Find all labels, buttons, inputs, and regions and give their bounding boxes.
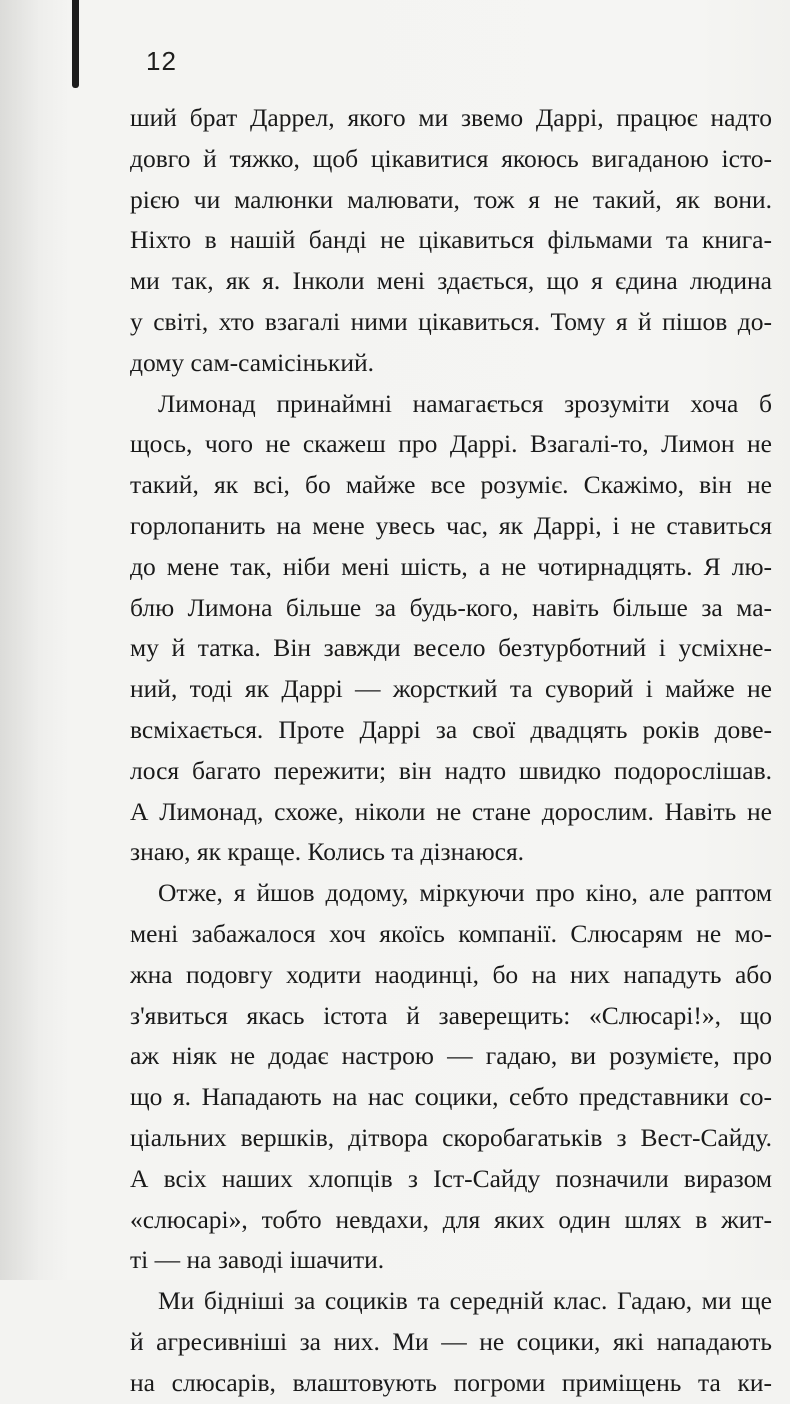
text-line: «слюсарі», тобто невдахи, для яких один шлях в жит-: [130, 1204, 772, 1234]
text-line: ціальних вершків, дітвора скоробагатьків з Вест-Сайду.: [130, 1122, 772, 1152]
body-text: [130, 98, 772, 1404]
text-line: ті — на заводі ішачити.: [130, 1245, 385, 1275]
text-line: й агресивніші за них. Ми — не социки, які нападають: [130, 1326, 772, 1356]
text-line: А всіх наших хлопців з Іст-Сайду позначили виразом: [130, 1163, 772, 1193]
text-line: Ніхто в нашій банді не цікавиться фільмами та книга-: [130, 225, 772, 255]
text-line: до мене так, ніби мені шість, а не чотирнадцять. Я лю-: [130, 551, 772, 581]
page-number: 12: [146, 46, 177, 76]
text-line: з'явиться якась істота й заверещить: «Слюсарі!», що: [130, 1000, 772, 1030]
text-line: ний, тоді як Даррі — жорсткий та суворий і майже не: [130, 674, 772, 704]
text-line: що я. Нападають на нас социки, себто представники со-: [130, 1082, 772, 1112]
text-line: всміхається. Проте Даррі за свої двадцять років дове-: [130, 714, 772, 744]
paragraph-start-line: Ми бідніші за социків та середній клас. Гадаю, ми ще: [158, 1286, 772, 1316]
text-line: горлопанить на мене увесь час, як Даррі, і не ставиться: [130, 510, 772, 540]
text-line: А Лимонад, схоже, ніколи не стане дорослим. Навіть не: [130, 796, 772, 826]
text-line: лося багато пережити; він надто швидко подорослішав.: [130, 755, 772, 785]
text-line: мені забажалося хоч якоїсь компанії. Слюсарям не мо-: [130, 918, 772, 948]
text-line: на слюсарів, влаштовують погроми приміщень та ки-: [130, 1367, 772, 1397]
text-line: знаю, як краще. Колись та дізнаюся.: [130, 837, 525, 867]
binding-edge: [72, 0, 79, 88]
text-line: ми так, як я. Інколи мені здається, що я єдина людина: [130, 266, 772, 296]
paragraph-start-line: Лимонад принаймні намагається зрозуміти хоча б: [158, 388, 772, 418]
text-line: му й татка. Він завжди весело безтурботний і усміхне-: [130, 633, 772, 663]
text-line: такий, як всі, бо майже все розуміє. Скажімо, він не: [130, 470, 772, 500]
text-line: ший брат Даррел, якого ми звемо Даррі, працює надто: [130, 103, 772, 132]
text-line: блю Лимона більше за будь-кого, навіть більше за ма-: [130, 592, 772, 622]
text-line: аж ніяк не додає настрою — гадаю, ви розумієте, про: [130, 1041, 772, 1071]
binding-shadow: [0, 0, 70, 1280]
text-line: дому сам-самісінький.: [130, 347, 374, 377]
text-line: щось, чого не скажеш про Даррі. Взагалі-то, Лимон не: [130, 429, 772, 459]
text-line: жна подовгу ходити наодинці, бо на них нападуть або: [130, 959, 772, 989]
text-line: довго й тяжко, щоб цікавитися якоюсь вигаданою істо-: [130, 143, 772, 173]
paragraph-start-line: Отже, я йшов додому, міркуючи про кіно, але раптом: [158, 878, 772, 908]
text-line: рією чи малюнки малювати, тож я не такий, як вони.: [130, 184, 772, 214]
text-line: у світі, хто взагалі ними цікавиться. Тому я й пішов до-: [130, 306, 772, 336]
